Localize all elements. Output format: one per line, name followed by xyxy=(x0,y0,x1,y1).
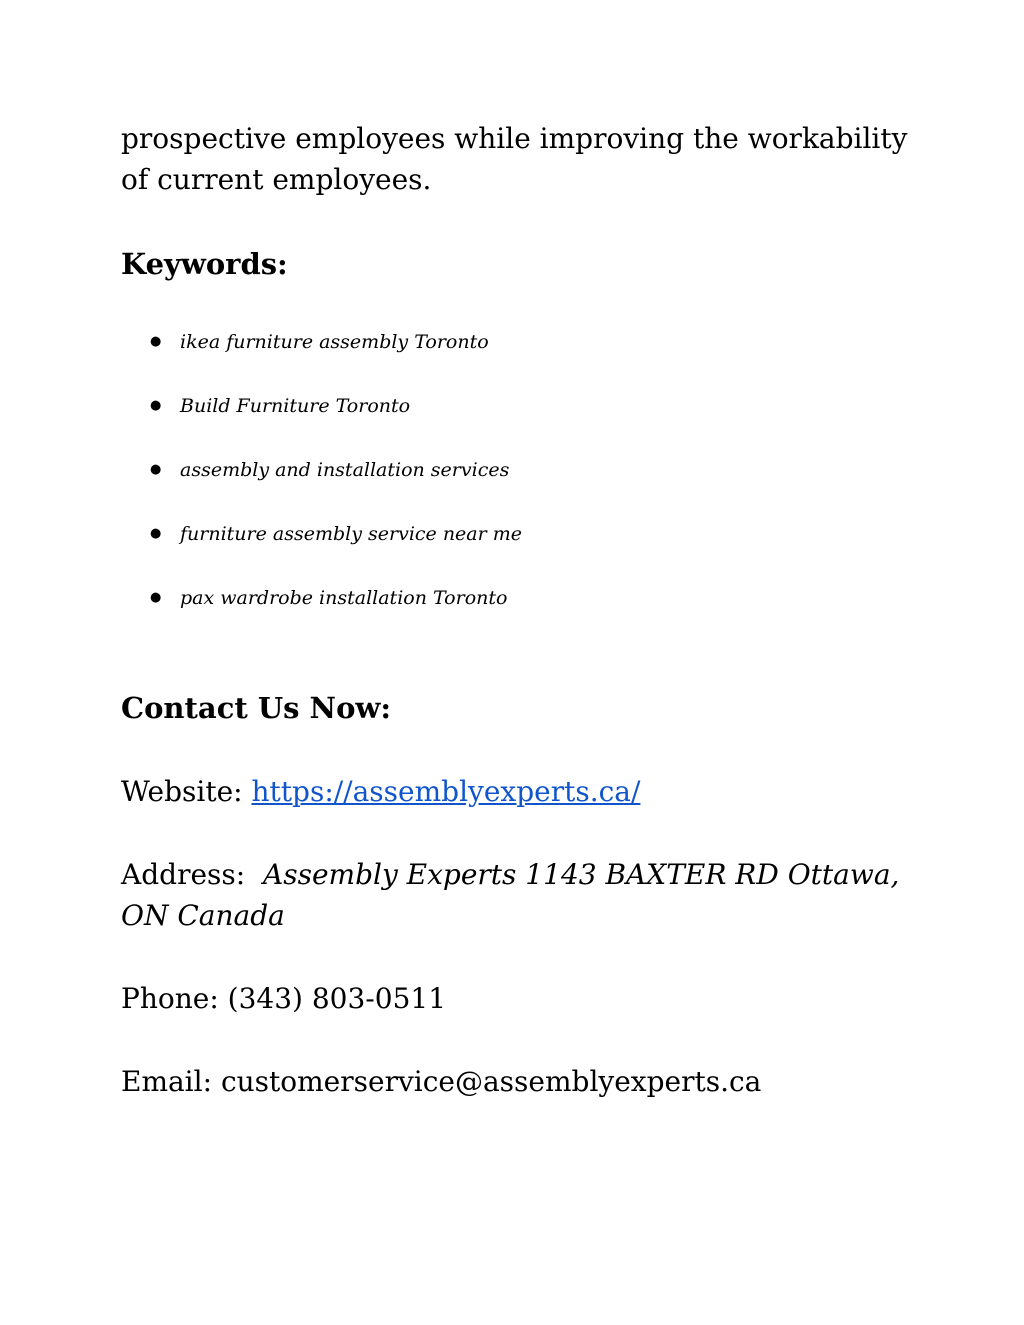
phone-line xyxy=(121,978,446,1019)
list-item xyxy=(150,518,522,582)
bullet-icon: ● xyxy=(150,590,162,605)
keyword-text: assembly and installation services xyxy=(180,459,510,481)
address-value: Assembly Experts 1143 BAXTER RD Ottawa, ON Canada xyxy=(121,858,900,932)
phone-value: (343) 803-0511 xyxy=(227,982,447,1015)
website-line xyxy=(121,771,640,812)
keyword-text: ikea furniture assembly Toronto xyxy=(180,331,489,353)
bullet-icon: ● xyxy=(150,398,162,413)
keyword-text: Build Furniture Toronto xyxy=(180,395,411,417)
website-label: Website: xyxy=(121,775,252,808)
email-value: customerservice@assemblyexperts.ca xyxy=(220,1065,762,1098)
phone-label: Phone: xyxy=(121,982,228,1015)
address-line xyxy=(121,854,921,936)
list-item xyxy=(150,582,522,646)
address-label: Address: xyxy=(121,858,263,891)
keyword-list xyxy=(150,326,522,646)
list-item xyxy=(150,454,522,518)
email-label: Email: xyxy=(121,1065,221,1098)
keywords-heading: Keywords: xyxy=(121,247,288,281)
intro-paragraph: prospective employees while improving the workability of current employees. xyxy=(121,122,908,196)
list-item xyxy=(150,326,522,390)
keyword-text: furniture assembly service near me xyxy=(180,523,523,545)
bullet-icon: ● xyxy=(150,462,162,477)
bullet-icon: ● xyxy=(150,526,162,541)
bullet-icon: ● xyxy=(150,334,162,349)
contact-heading: Contact Us Now: xyxy=(121,691,392,725)
keyword-text: pax wardrobe installation Toronto xyxy=(180,587,508,609)
list-item xyxy=(150,390,522,454)
website-link[interactable]: https://assemblyexperts.ca/ xyxy=(251,775,641,808)
email-line xyxy=(121,1061,761,1102)
